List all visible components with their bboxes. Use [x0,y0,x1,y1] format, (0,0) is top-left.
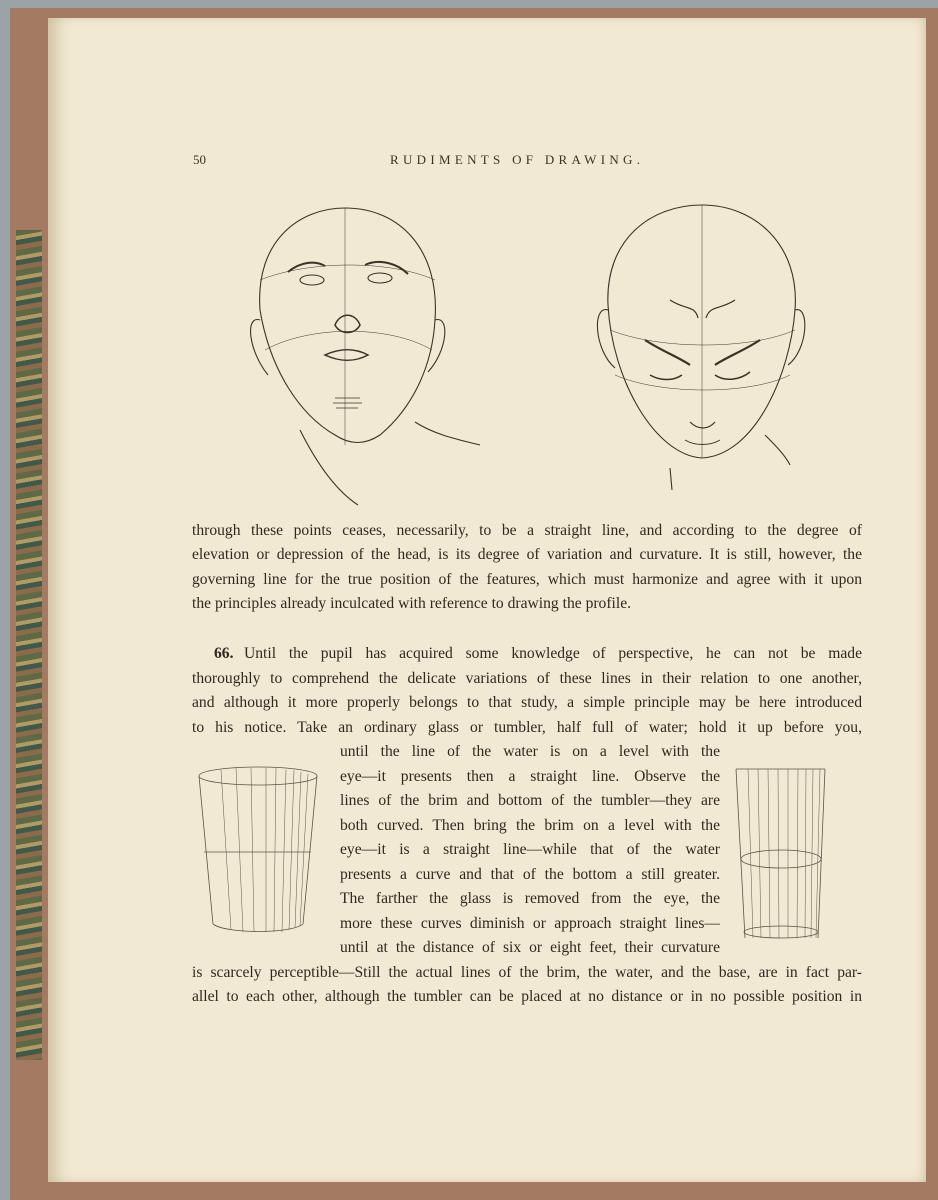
running-title: RUDIMENTS OF DRAWING. [390,152,645,167]
tumbler-illustration-right [733,766,833,946]
text-line: eye—it is a straight line—while that of the water [340,841,720,858]
text-line: through these points ceases, necessarily, to be a straight line, and according to the degree of [192,522,862,539]
paragraph-number: 66. [214,645,234,662]
text-line: the principles already inculcated with reference to drawing the profile. [192,595,632,612]
text-line: eye—it presents then a straight line. Observe the [340,768,720,785]
text-line: presents a curve and that of the bottom a still greater. [340,866,720,883]
text-line: The farther the glass is removed from the eye, the [340,890,720,907]
text-line: both curved. Then bring the brim on a level with the [340,817,720,834]
text-line: is scarcely perceptible—Still the actual lines of the brim, the water, and the base, are in fact par- [192,964,862,981]
text-line: Until the pupil has acquired some knowledge of perspective, he can not be made [244,645,862,662]
tumbler-illustration-left [196,762,326,942]
text-line: thoroughly to comprehend the delicate variations of these lines in their relation to one another, [192,670,862,687]
text-line: until at the distance of six or eight feet, their curvature [340,939,720,956]
page-number: 50 [193,152,206,167]
text-line: more these curves diminish or approach straight lines— [340,915,720,932]
text-line: and although it more properly belongs to that study, a simple principle may be here introduced [192,694,862,711]
text-line: until the line of the water is on a level with the [340,743,720,760]
head-looking-down-illustration [590,200,820,500]
text-line: allel to each other, although the tumbler can be placed at no distance or in no possible position in [192,988,862,1005]
text-line: governing line for the true position of the features, which must harmonize and agree with it upon [192,571,862,588]
text-line: to his notice. Take an ordinary glass or tumbler, half full of water; hold it up before you, [192,719,862,736]
head-looking-up-illustration [240,200,490,510]
marbled-edge [16,230,42,1060]
text-line: elevation or depression of the head, is its degree of variation and curvature. It is still, however, the [192,546,862,563]
text-line: lines of the brim and bottom of the tumbler—they are [340,792,720,809]
